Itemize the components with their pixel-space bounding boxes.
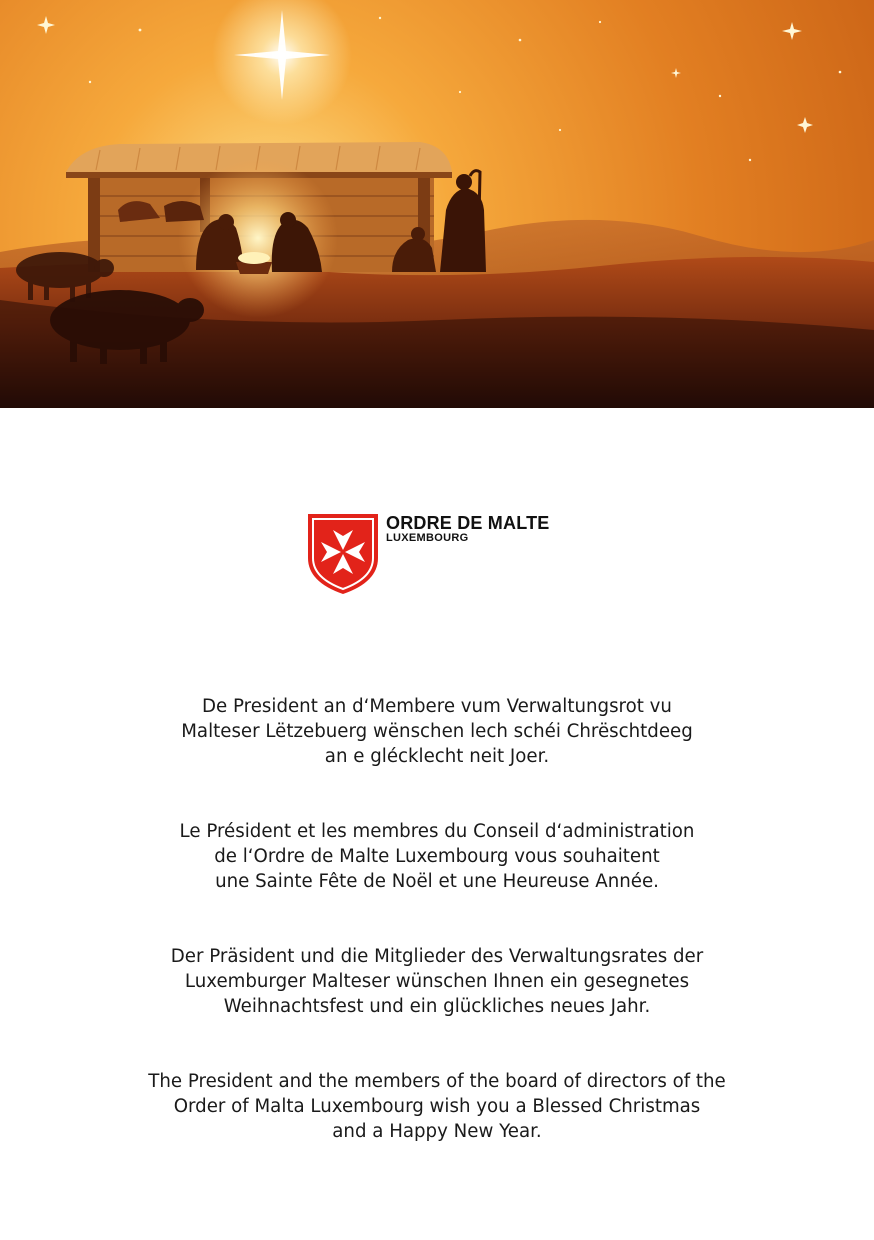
greeting-messages <box>0 694 874 1194</box>
ordre-de-malte-logo <box>306 512 566 598</box>
message-line: The President and the members of the board of directors of the <box>148 1071 726 1092</box>
message-line: Luxemburger Malteser wünschen Ihnen ein gesegnetes <box>184 971 690 992</box>
message-line: Der Präsident und die Mitglieder des Verwaltungsrates der <box>170 946 704 967</box>
org-subtitle: LUXEMBOURG <box>386 532 469 544</box>
message-line: Order of Malta Luxembourg wish you a Blessed Christmas <box>173 1096 701 1117</box>
message-line: de l‘Ordre de Malte Luxembourg vous souhaitent <box>214 846 660 867</box>
nativity-scene-illustration <box>0 0 874 408</box>
greeting-luxembourgish <box>0 694 874 769</box>
message-line: and a Happy New Year. <box>332 1121 542 1142</box>
message-line: Le Président et les membres du Conseil d‘administration <box>179 821 695 842</box>
message-line: Weihnachtsfest und ein glückliches neues Jahr. <box>223 996 651 1017</box>
org-name: ORDRE DE MALTE <box>386 513 550 533</box>
maltese-cross-shield-icon <box>306 512 380 596</box>
greeting-english <box>0 1069 874 1144</box>
greeting-german <box>0 944 874 1019</box>
message-line: De President an d‘Membere vum Verwaltungsrot vu <box>202 696 672 717</box>
message-line: Malteser Lëtzebuerg wënschen lech schéi Chrëschtdeeg <box>181 721 693 742</box>
message-line: une Sainte Fête de Noël et une Heureuse Année. <box>215 871 659 892</box>
message-line: an e glécklecht neit Joer. <box>324 746 550 767</box>
greeting-french <box>0 819 874 894</box>
